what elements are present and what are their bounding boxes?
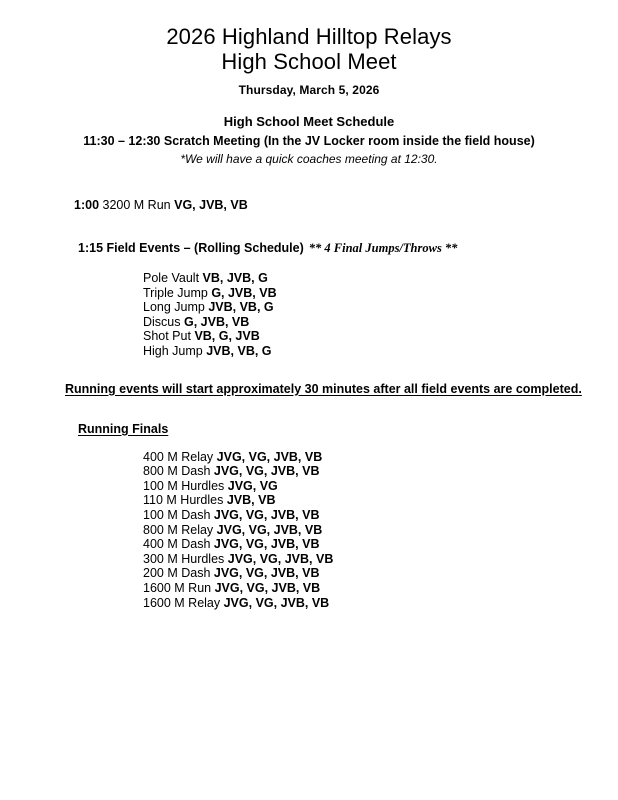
distance-event-label: 3200 M Run [102,198,171,212]
event-divisions: JVB, VB [226,493,276,508]
running-event-item [143,450,618,465]
field-event-item [143,286,618,301]
event-name: 1600 M Run [143,580,215,595]
event-divisions: G, JVB, VB [211,285,277,300]
scratch-meeting-line: 11:30 – 12:30 Scratch Meeting (In the JV Locker room inside the field house) [83,134,535,148]
event-name: Discus [143,314,184,329]
event-name: 110 M Hurdles [143,493,227,508]
event-divisions: JVG, VG, JVB, VB [213,464,320,479]
event-divisions: JVG, VG, JVB, VB [213,507,320,522]
field-events-annotation: ** 4 Final Jumps/Throws ** [308,241,458,255]
running-event-item [143,537,618,552]
event-name: 300 M Hurdles [143,551,228,566]
event-divisions: G, JVB, VB [183,314,250,329]
distance-event-row [74,198,618,212]
event-name: 800 M Relay [143,522,217,537]
event-divisions: JVG, VG, JVB, VB [216,449,323,464]
running-event-item [143,479,618,494]
field-event-item [143,329,618,344]
event-name: High Jump [143,343,207,358]
schedule-header [0,114,618,166]
running-event-item [143,581,618,596]
event-name: 800 M Dash [143,464,214,479]
field-event-item [143,300,618,315]
event-divisions: JVG, VG, JVB, VB [227,551,334,566]
running-event-item [143,523,618,538]
event-divisions: VB, G, JVB [194,329,260,344]
page-title-line-1: 2026 Highland Hilltop Relays [166,24,452,49]
field-events-row [78,241,618,256]
event-divisions: VB, JVB, G [202,271,268,285]
field-events-label: Field Events – (Rolling Schedule) [106,241,304,255]
event-divisions: JVG, VG [227,478,278,493]
event-name: 400 M Dash [143,537,214,552]
event-name: 1600 M Relay [143,595,224,610]
field-event-item [143,271,618,286]
running-event-item [143,508,618,523]
distance-event-time: 1:00 [74,198,100,212]
event-divisions: JVG, VG, JVB, VB [214,580,321,595]
event-name: Shot Put [143,329,195,344]
event-divisions: JVG, VG, JVB, VB [216,522,323,537]
event-name: 200 M Dash [143,566,214,581]
event-name: 100 M Dash [143,507,214,522]
event-name: Triple Jump [143,285,212,300]
event-divisions: JVG, VG, JVB, VB [213,537,320,552]
field-event-item [143,344,618,359]
running-events-notice: Running events will start approximately 30 minutes after all field events are completed. [65,381,582,396]
field-events-list [143,271,618,359]
running-event-item [143,566,618,581]
event-name: Pole Vault [143,271,203,285]
meet-date: Thursday, March 5, 2026 [238,83,380,97]
page-title-line-2: High School Meet [221,49,397,74]
event-name: 400 M Relay [143,449,217,464]
event-name: 100 M Hurdles [143,478,228,493]
event-name: Long Jump [143,300,209,315]
running-event-item [143,464,618,479]
running-event-item [143,596,618,611]
schedule-heading: High School Meet Schedule [223,114,395,129]
running-finals-heading: Running Finals [78,421,169,436]
document-masthead [0,0,618,97]
running-event-item [143,552,618,567]
distance-event-divisions: VG, JVB, VB [174,198,248,212]
running-event-item [143,493,618,508]
coaches-meeting-note: *We will have a quick coaches meeting at 12:30. [180,152,438,166]
event-divisions: JVB, VB, G [206,343,272,358]
running-finals-list [143,450,618,611]
event-divisions: JVB, VB, G [208,300,274,315]
field-events-time: 1:15 [78,241,104,255]
event-divisions: JVG, VG, JVB, VB [213,566,320,581]
event-divisions: JVG, VG, JVB, VB [223,595,330,610]
field-event-item [143,315,618,330]
